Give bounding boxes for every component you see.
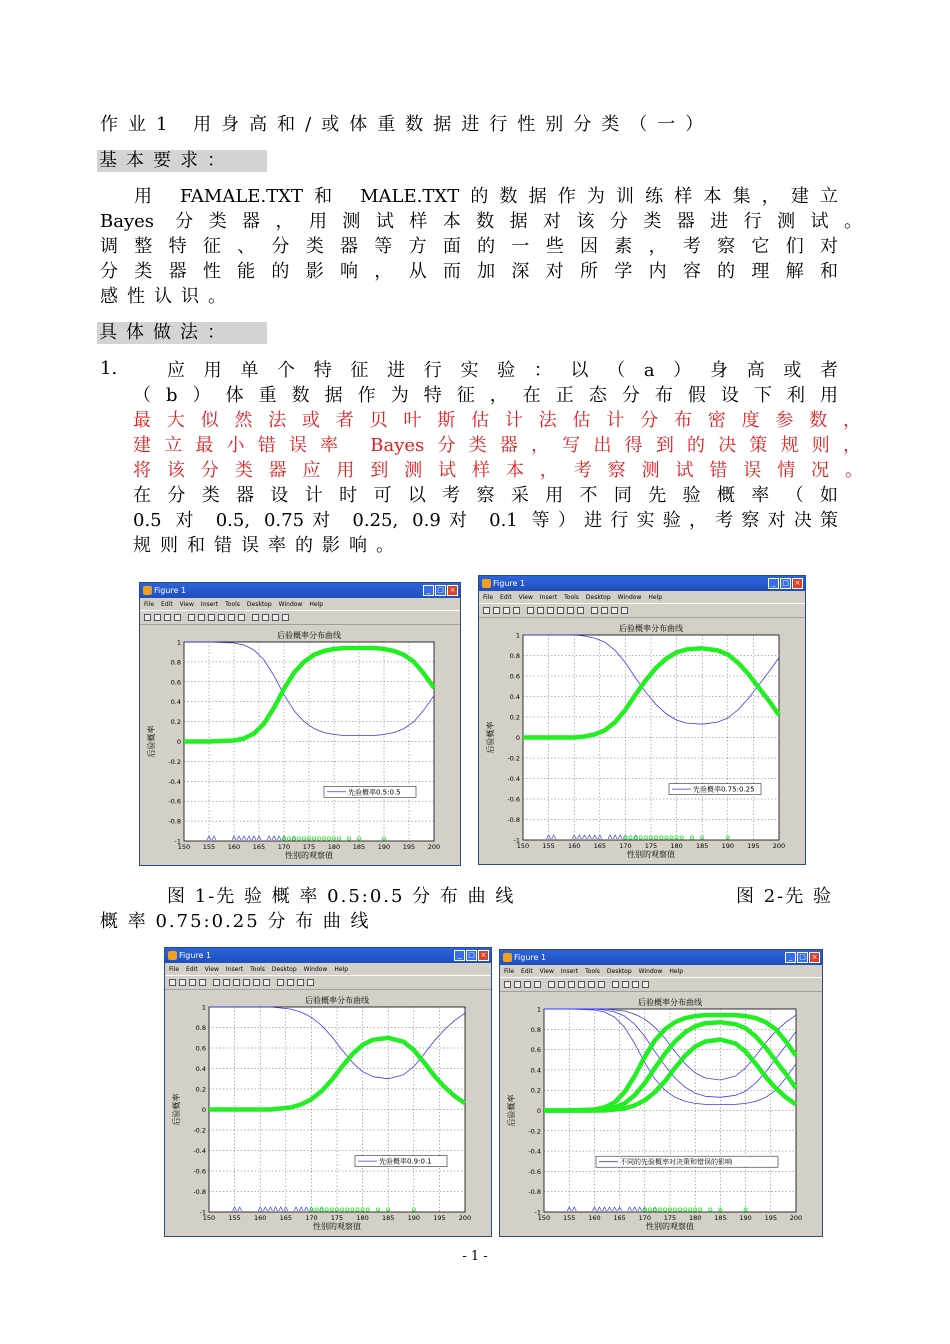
new-icon[interactable] (504, 981, 511, 988)
x-tick-label: 160 (253, 1214, 267, 1222)
x-tick-label: 190 (739, 1214, 752, 1222)
x-tick-label: 170 (638, 1214, 652, 1222)
y-tick-label: -0.4 (528, 1147, 541, 1156)
y-tick-label: -0.8 (528, 1188, 541, 1197)
y-tick-label: 0.8 (530, 1025, 541, 1034)
menu-item-tools[interactable]: Tools (585, 968, 600, 975)
datacursor-icon[interactable] (577, 607, 584, 614)
maximize-icon[interactable]: □ (435, 585, 446, 596)
show-icon[interactable] (307, 979, 314, 986)
x-tick-label: 165 (279, 1214, 293, 1222)
close-icon[interactable]: × (792, 578, 803, 589)
x-tick-label: 200 (772, 842, 786, 850)
menu-item-edit[interactable]: Edit (521, 968, 533, 975)
section-heading-basic: 基本要求： (97, 150, 267, 172)
hide-icon[interactable] (632, 981, 639, 988)
legend-label: 先验概率0.9:0.1 (379, 1157, 432, 1166)
print-icon[interactable] (513, 607, 520, 614)
figure-caption-2-start: 图 2-先 验 (736, 886, 833, 907)
close-icon[interactable]: × (478, 950, 489, 961)
y-tick-label: 0.6 (170, 678, 181, 687)
new-icon[interactable] (483, 607, 490, 614)
close-icon[interactable]: × (809, 952, 820, 963)
x-axis-label: 性别的观察值 (285, 851, 333, 860)
maximize-icon[interactable]: □ (466, 950, 477, 961)
x-axis-label: 性别的观察值 (313, 1222, 361, 1231)
maximize-icon[interactable]: □ (780, 578, 791, 589)
x-tick-label: 200 (789, 1214, 803, 1222)
rotate-icon[interactable] (588, 981, 595, 988)
figure-window-1 (139, 582, 461, 866)
x-tick-label: 155 (542, 842, 555, 850)
menu-item-file[interactable]: File (144, 601, 155, 608)
y-tick-label: -0.2 (528, 1127, 541, 1136)
rotate-icon[interactable] (253, 979, 260, 986)
y-tick-label: 0.6 (530, 1046, 541, 1055)
window-titlebar[interactable] (479, 576, 805, 591)
page-number: - 1 - (462, 1249, 488, 1264)
colorbar-icon[interactable] (277, 979, 284, 986)
hide-icon[interactable] (272, 614, 279, 621)
y-tick-label: -1 (199, 1208, 206, 1217)
x-tick-label: 165 (593, 842, 607, 850)
rotate-icon[interactable] (567, 607, 574, 614)
x-axis-label: 性别的观察值 (627, 850, 675, 859)
menu-item-edit[interactable]: Edit (186, 966, 198, 973)
y-tick-label: -0.6 (168, 797, 181, 806)
legend-label: 先验概率0.75:0.25 (693, 785, 755, 794)
x-tick-label: 180 (670, 842, 683, 850)
menu-item-desktop[interactable]: Desktop (246, 601, 272, 608)
x-tick-label: 190 (377, 843, 391, 851)
x-tick-label: 155 (228, 1214, 241, 1222)
menu-item-help[interactable]: Help (309, 601, 324, 608)
y-tick-label: -0.2 (168, 757, 181, 766)
x-tick-label: 175 (330, 1214, 344, 1222)
legend-icon[interactable] (287, 979, 294, 986)
y-tick-label: -0.6 (528, 1167, 541, 1176)
menu-item-insert[interactable]: Insert (225, 966, 244, 973)
colorbar-icon[interactable] (591, 607, 598, 614)
x-tick-label: 195 (764, 1214, 778, 1222)
y-tick-label: 1 (536, 1005, 541, 1014)
menu-item-edit[interactable]: Edit (500, 594, 512, 601)
menu-item-tools[interactable]: Tools (250, 966, 265, 973)
y-tick-label: 0.8 (509, 652, 520, 660)
x-tick-label: 180 (327, 843, 341, 851)
datacursor-icon[interactable] (263, 979, 270, 986)
section-heading-method: 具体做法： (97, 322, 267, 344)
print-icon[interactable] (534, 981, 541, 988)
x-tick-label: 150 (516, 842, 530, 850)
legend-label: 先验概率0.5:0.5 (348, 788, 401, 797)
menu-item-view[interactable]: View (204, 966, 219, 973)
x-tick-label: 165 (613, 1214, 626, 1222)
pointer-icon[interactable] (188, 614, 195, 621)
list-item-number: 1. (100, 358, 118, 379)
zoom-in-icon[interactable] (223, 979, 230, 986)
menu-item-help[interactable]: Help (648, 594, 663, 601)
pointer-icon[interactable] (213, 979, 220, 986)
matlab-icon (168, 951, 177, 960)
y-tick-label: 0.4 (530, 1066, 541, 1075)
x-tick-label: 150 (537, 1214, 551, 1222)
text-line-mixed (133, 458, 863, 483)
open-icon[interactable] (514, 981, 521, 988)
window-title: Figure 1 (179, 951, 212, 960)
legend-icon[interactable] (622, 981, 629, 988)
legend-label: 不同的先验概率对决策和错误的影响 (620, 1158, 732, 1167)
new-icon[interactable] (144, 614, 151, 621)
zoom-out-icon[interactable] (568, 981, 575, 988)
menu-item-window[interactable]: Window (278, 601, 303, 608)
toolbar (479, 603, 805, 618)
chart-title: 后验概率分布曲线 (638, 998, 702, 1007)
method-paragraph (133, 358, 863, 558)
y-axis-label: 后验概率 (147, 725, 156, 758)
menu-bar (500, 966, 822, 977)
menu-item-window[interactable]: Window (303, 966, 328, 973)
x-axis-label: 性别的观察值 (646, 1222, 694, 1231)
window-titlebar[interactable] (500, 950, 822, 965)
hide-icon[interactable] (611, 607, 618, 614)
minimize-icon[interactable]: _ (454, 950, 465, 961)
print-icon[interactable] (174, 614, 181, 621)
y-tick-label: 1 (515, 631, 520, 640)
print-icon[interactable] (199, 979, 206, 986)
toolbar (500, 977, 822, 992)
y-tick-label: 0 (515, 734, 520, 742)
x-tick-label: 185 (714, 1214, 727, 1222)
datacursor-icon[interactable] (598, 981, 605, 988)
x-tick-label: 185 (352, 843, 366, 851)
y-tick-label: 0.2 (195, 1085, 206, 1094)
y-tick-label: 0 (536, 1107, 541, 1115)
menu-item-insert[interactable]: Insert (539, 594, 558, 601)
minimize-icon[interactable]: _ (785, 952, 796, 963)
open-icon[interactable] (493, 607, 500, 614)
y-tick-label: -1 (174, 837, 181, 846)
toolbar (140, 610, 460, 625)
colorbar-icon[interactable] (252, 614, 259, 621)
x-tick-label: 170 (277, 843, 291, 851)
menu-item-window[interactable]: Window (638, 968, 663, 975)
figure-caption-2-end: 概 率 0.75:0.25 分 布 曲 线 (100, 911, 371, 932)
y-axis-label: 后验概率 (486, 721, 495, 754)
menu-item-desktop[interactable]: Desktop (271, 966, 297, 973)
menu-item-tools[interactable]: Tools (564, 594, 579, 601)
y-tick-label: 0.4 (170, 698, 181, 707)
menu-item-view[interactable]: View (179, 601, 194, 608)
y-tick-label: 1 (176, 638, 181, 647)
text-line: （b）体重数据作为特征，在正态分布假设下利用 (133, 385, 838, 406)
y-axis-label: 后验概率 (172, 1093, 181, 1126)
chart-canvas (500, 991, 822, 1235)
x-tick-label: 155 (202, 843, 216, 851)
text-line: Bayes 分类器，用测试样本数据对该分类器进行测试。 (100, 211, 862, 232)
hide-icon[interactable] (297, 979, 304, 986)
x-tick-label: 190 (407, 1214, 421, 1222)
save-icon[interactable] (189, 979, 196, 986)
text-line: 应用单个特征进行实验：以（a）身高或者 (167, 360, 838, 381)
y-tick-label: -0.8 (507, 816, 520, 824)
x-tick-label: 200 (458, 1214, 472, 1222)
figure-window-4 (499, 949, 823, 1237)
minimize-icon[interactable]: _ (423, 585, 434, 596)
show-icon[interactable] (282, 614, 289, 621)
y-tick-label: -0.4 (507, 775, 520, 783)
menu-bar (140, 599, 460, 610)
pan-icon[interactable] (557, 607, 564, 614)
zoom-in-icon[interactable] (537, 607, 544, 614)
x-tick-label: 165 (252, 843, 266, 851)
y-axis-label: 后验概率 (507, 1094, 516, 1127)
window-title: Figure 1 (154, 586, 187, 595)
text-line-highlight: 最大似然法或者贝叶斯估计法估计分布密度参数， (133, 410, 861, 431)
y-tick-label: -0.4 (168, 777, 181, 786)
y-tick-label: -0.6 (193, 1167, 206, 1176)
x-tick-label: 175 (302, 843, 316, 851)
x-tick-label: 175 (644, 842, 658, 850)
x-tick-label: 160 (588, 1214, 601, 1222)
x-tick-label: 200 (427, 843, 441, 851)
chart-canvas (165, 989, 491, 1235)
menu-item-tools[interactable]: Tools (225, 601, 240, 608)
y-tick-label: 0.6 (195, 1044, 206, 1053)
matlab-icon (482, 579, 491, 588)
menu-item-desktop[interactable]: Desktop (606, 968, 632, 975)
y-tick-label: 0 (201, 1106, 206, 1114)
y-tick-label: 0.4 (509, 693, 520, 701)
colorbar-icon[interactable] (612, 981, 619, 988)
menu-item-help[interactable]: Help (669, 968, 684, 975)
x-tick-label: 170 (305, 1214, 318, 1222)
close-icon[interactable]: × (447, 585, 458, 596)
y-tick-label: -0.8 (168, 817, 181, 826)
toolbar (165, 975, 491, 990)
show-icon[interactable] (621, 607, 628, 614)
open-icon[interactable] (179, 979, 186, 986)
window-title: Figure 1 (514, 953, 547, 962)
zoom-out-icon[interactable] (547, 607, 554, 614)
window-titlebar[interactable] (165, 948, 491, 963)
menu-item-window[interactable]: Window (617, 594, 642, 601)
pan-icon[interactable] (243, 979, 250, 986)
menu-item-help[interactable]: Help (334, 966, 349, 973)
pointer-icon[interactable] (527, 607, 534, 614)
zoom-out-icon[interactable] (208, 614, 215, 621)
x-tick-label: 195 (402, 843, 416, 851)
x-tick-label: 180 (356, 1214, 369, 1222)
save-icon[interactable] (524, 981, 531, 988)
minimize-icon[interactable]: _ (768, 578, 779, 589)
text-line-highlight: 建立最小错误率 Bayes分类器，写出得到的决策规则， (133, 435, 861, 456)
chart-canvas (479, 617, 805, 863)
menu-bar (479, 592, 805, 603)
y-tick-label: 1 (201, 1003, 206, 1012)
pointer-icon[interactable] (548, 981, 555, 988)
x-tick-label: 160 (567, 842, 581, 850)
x-tick-label: 185 (381, 1214, 395, 1222)
menu-item-edit[interactable]: Edit (161, 601, 173, 608)
y-tick-label: -1 (513, 836, 520, 845)
chart-canvas (140, 624, 460, 864)
menu-item-view[interactable]: View (539, 968, 554, 975)
x-tick-label: 185 (695, 842, 709, 850)
menu-item-file[interactable]: File (169, 966, 180, 973)
y-tick-label: -0.2 (507, 754, 520, 763)
pan-icon[interactable] (578, 981, 585, 988)
y-tick-label: -0.6 (507, 795, 520, 804)
x-tick-label: 195 (747, 842, 760, 850)
figure-caption-1: 图 1-先 验 概 率 0.5:0.5 分 布 曲 线 (167, 886, 516, 907)
y-tick-label: 0.8 (195, 1024, 206, 1032)
y-tick-label: -0.8 (193, 1188, 206, 1196)
y-tick-label: 0.4 (195, 1065, 206, 1073)
y-tick-label: 0.2 (530, 1086, 541, 1095)
text-line: 在分类器设计时可以考察采用不同先验概率（如 (133, 485, 838, 506)
chart-title: 后验概率分布曲线 (305, 996, 369, 1005)
datacursor-icon[interactable] (238, 614, 245, 621)
show-icon[interactable] (642, 981, 649, 988)
window-titlebar[interactable] (140, 583, 460, 598)
menu-item-file[interactable]: File (504, 968, 515, 975)
pan-icon[interactable] (218, 614, 225, 621)
x-tick-label: 160 (227, 843, 241, 851)
x-tick-label: 150 (177, 843, 191, 851)
x-tick-label: 170 (619, 842, 632, 850)
text-line: 调整特征、分类器等方面的一些因素，考察它们对 (100, 236, 838, 257)
text-line: 用 FAMALE.TXT和 MALE.TXT的数据作为训练样本集，建立 (134, 186, 838, 207)
x-tick-label: 195 (433, 1214, 446, 1222)
zoom-in-icon[interactable] (558, 981, 565, 988)
y-tick-label: 0.2 (509, 713, 520, 722)
menu-item-insert[interactable]: Insert (200, 601, 219, 608)
chart-title: 后验概率分布曲线 (277, 631, 341, 640)
window-title: Figure 1 (493, 579, 526, 588)
x-tick-label: 150 (202, 1214, 216, 1222)
text-line-highlight: 将该分类器应用到测试样本，考察测试错误情况。 (133, 460, 863, 481)
menu-item-desktop[interactable]: Desktop (585, 594, 611, 601)
figure-window-2 (478, 575, 806, 865)
text-line: 0.5 对 0.5, 0.75对 0.25, 0.9对 0.1 等）进行实验，考察对决策 (133, 510, 838, 531)
save-icon[interactable] (503, 607, 510, 614)
y-tick-label: 0.2 (170, 718, 181, 727)
chart-title: 后验概率分布曲线 (619, 624, 683, 633)
x-tick-label: 180 (688, 1214, 702, 1222)
menu-item-file[interactable]: File (483, 594, 494, 601)
y-tick-label: -1 (534, 1208, 541, 1217)
y-tick-label: 0.6 (509, 672, 520, 681)
legend-icon[interactable] (262, 614, 269, 621)
x-tick-label: 155 (562, 1214, 576, 1222)
x-tick-label: 190 (721, 842, 735, 850)
y-tick-label: -0.2 (193, 1126, 206, 1135)
figure-window-3 (164, 947, 492, 1237)
document-title: 作业1 用身高和/或体重数据进行性别分类（一） (100, 114, 714, 135)
open-icon[interactable] (154, 614, 161, 621)
maximize-icon[interactable]: □ (797, 952, 808, 963)
rotate-icon[interactable] (228, 614, 235, 621)
text-line: 感性认识。 (100, 286, 235, 307)
matlab-icon (143, 586, 152, 595)
text-line: 规则和错误率的影响。 (133, 535, 403, 556)
menu-item-insert[interactable]: Insert (560, 968, 579, 975)
basic-requirements-paragraph (100, 184, 862, 309)
new-icon[interactable] (169, 979, 176, 986)
x-tick-label: 175 (663, 1214, 677, 1222)
y-tick-label: 0 (176, 738, 181, 746)
y-tick-label: 0.8 (170, 658, 181, 667)
text-line: 分类器性能的影响，从而加深对所学内容的理解和 (100, 261, 838, 282)
zoom-out-icon[interactable] (233, 979, 240, 986)
save-icon[interactable] (164, 614, 171, 621)
matlab-icon (503, 953, 512, 962)
legend-icon[interactable] (601, 607, 608, 614)
zoom-in-icon[interactable] (198, 614, 205, 621)
menu-bar (165, 964, 491, 975)
y-tick-label: -0.4 (193, 1147, 206, 1155)
menu-item-view[interactable]: View (518, 594, 533, 601)
